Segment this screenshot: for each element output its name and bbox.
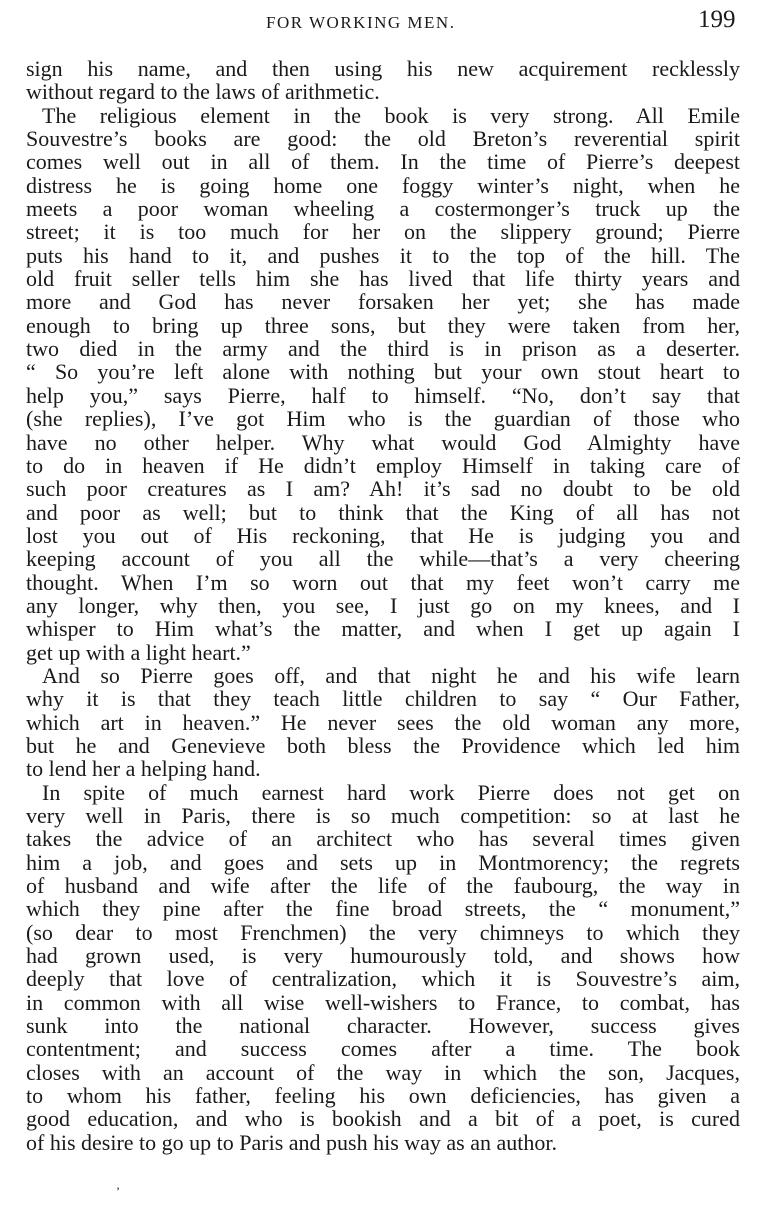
text-line: had grown used, is very humourously told, and shows how [26,943,740,969]
text-line: comes well out in all of them. In the time of Pierre’s deepest [26,149,740,175]
text-line: to lend her a helping hand. [26,756,261,782]
text-line: whisper to Him what’s the matter, and when I get up again I [26,616,740,642]
page-number: 199 [698,6,736,33]
text-line: help you,” says Pierre, half to himself. “No, don’t say that [26,382,740,408]
text-line: to whom his father, feeling his own deficiencies, has given a [26,1083,740,1109]
text-line: of his desire to go up to Paris and push his way as an author. [26,1129,557,1155]
text-line: why it is that they teach little children to say “ Our Father, [26,686,740,712]
text-line: And so Pierre goes off, and that night he and his wife learn [42,662,740,688]
text-line: in common with all wise well-wishers to France, to combat, has [26,989,740,1015]
text-line: keeping account of you all the while—that’s a very cheering [26,546,740,572]
text-line: closes with an account of the way in which the son, Jacques, [26,1059,740,1085]
text-line: (so dear to most Frenchmen) the very chimneys to which they [26,919,740,945]
stray-mark: ’ [116,1184,120,1198]
text-line: meets a poor woman wheeling a costermonger’s truck up the [26,196,740,222]
text-line: The religious element in the book is very strong. All Emile [42,102,740,128]
text-line: puts his hand to it, and pushes it to the top of the hill. The [26,242,740,268]
text-line: distress he is going home one foggy winter’s night, when he [26,172,740,198]
text-line: “ So you’re left alone with nothing but your own stout heart to [26,359,740,385]
text-line: any longer, why then, you see, I just go on my knees, and I [26,592,740,618]
text-line: which art in heaven.” He never sees the old woman any more, [26,709,740,735]
text-line: (she replies), I’ve got Him who is the guardian of those who [26,406,740,432]
text-line: sunk into the national character. However, success gives [26,1013,740,1039]
text-line: takes the advice of an architect who has several times given [26,826,740,852]
text-line: old fruit seller tells him she has lived that life thirty years and [26,266,740,292]
text-line: very well in Paris, there is so much competition: so at last he [26,803,740,828]
text-line: two died in the army and the third is in prison as a deserter. [26,336,740,362]
text-line: which they pine after the fine broad streets, the “ monument,” [26,896,740,922]
running-head: FOR WORKING MEN. [266,13,456,32]
text-line: In spite of much earnest hard work Pierre does not get on [42,779,740,805]
text-line: enough to bring up three sons, but they were taken from her, [26,312,740,338]
text-line: sign his name, and then using his new acquirement recklessly [26,56,740,81]
text-line: Souvestre’s books are good: the old Breton’s reverential spirit [26,126,740,152]
text-line: such poor creatures as I am? Ah! it’s sad no doubt to be old [26,476,740,502]
text-line: deeply that love of centralization, which it is Souvestre’s aim, [26,966,740,992]
text-line: get up with a light heart.” [26,639,251,665]
text-line: of husband and wife after the life of the faubourg, the way in [26,873,740,899]
text-line: to do in heaven if He didn’t employ Himself in taking care of [26,452,740,478]
body-text [26,57,740,1154]
text-line: lost you out of His reckoning, that He is judging you and [26,522,740,548]
text-line: have no other helper. Why what would God Almighty have [26,429,740,455]
text-line: him a job, and goes and sets up in Montmorency; the regrets [26,849,740,875]
text-line: and poor as well; but to think that the King of all has not [26,499,740,525]
text-line: contentment; and success comes after a time. The book [26,1036,740,1062]
page-header [0,4,776,40]
text-line: without regard to the laws of arithmetic. [26,79,380,105]
text-line: good education, and who is bookish and a bit of a poet, is cured [26,1106,740,1132]
text-line: more and God has never forsaken her yet; she has made [26,289,740,315]
text-line: thought. When I’m so worn out that my feet won’t carry me [26,569,740,595]
text-line: street; it is too much for her on the slippery ground; Pierre [26,219,740,245]
text-line: but he and Genevieve both bless the Providence which led him [26,732,740,758]
